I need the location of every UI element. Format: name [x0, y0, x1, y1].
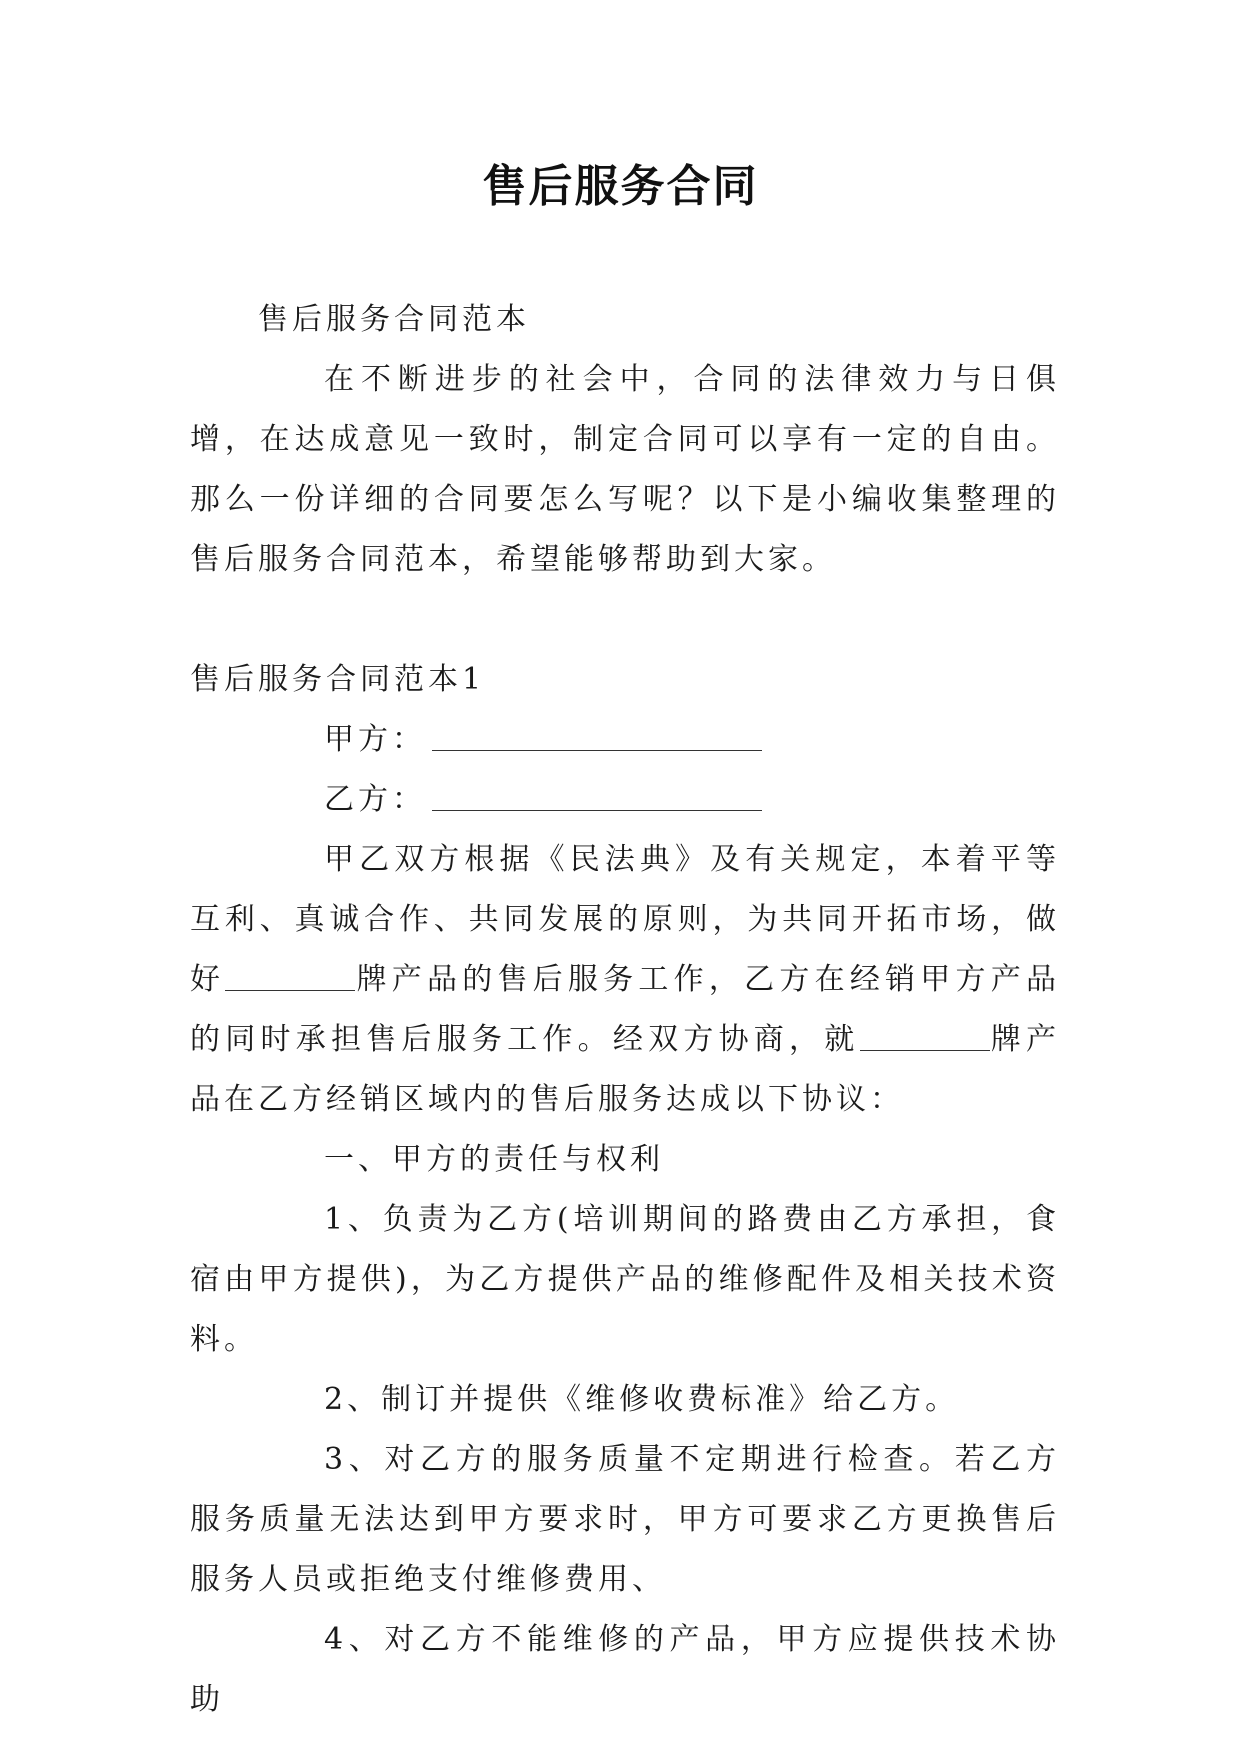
preamble-text-3: 牌产品在乙方经销区域内的售后服务达成以下协议：: [190, 1022, 1061, 1117]
section-title: 售后服务合同范本1: [190, 662, 486, 697]
party-b-blank: [432, 780, 762, 811]
paragraph-gap: [190, 590, 1060, 650]
preamble-text-2: 牌产品的售后服务工作，乙方在经销甲方产品的同时承担售后服务工作。经双方协商，就: [190, 962, 1061, 1057]
party-a-blank: [432, 720, 762, 751]
brand-blank-1: [225, 960, 355, 991]
intro-paragraph: 在不断进步的社会中，合同的法律效力与日俱增，在达成意见一致时，制定合同可以享有一定的自由。那么一份详细的合同要怎么写呢？以下是小编收集整理的售后服务合同范本，希望能够帮助到大家。: [190, 362, 1060, 577]
party-a-line: [190, 710, 1060, 770]
clause-item: 4、对乙方不能维修的产品，甲方应提供技术协助: [190, 1622, 1060, 1717]
preamble-paragraph: [190, 830, 1060, 1130]
clause-item: 1、负责为乙方(培训期间的路费由乙方承担，食宿由甲方提供)，为乙方提供产品的维修配件及相关技术资料。: [190, 1202, 1060, 1357]
preamble-text-1: 甲乙双方根据《民法典》及有关规定，本着平等互利、真诚合作、共同发展的原则，为共同开拓市场，做好: [190, 842, 1060, 997]
clause-heading: 一、甲方的责任与权利: [324, 1142, 664, 1177]
subtitle: 售后服务合同范本: [258, 302, 530, 337]
clause-item: 3、对乙方的服务质量不定期进行检查。若乙方服务质量无法达到甲方要求时，甲方可要求乙方更换售后服务人员或拒绝支付维修费用、: [190, 1442, 1060, 1597]
party-b-line: [190, 770, 1060, 830]
brand-blank-2: [860, 1020, 990, 1051]
document-title: 售后服务合同: [482, 161, 759, 212]
party-b-label: 乙方：: [324, 782, 426, 817]
party-a-label: 甲方：: [324, 722, 426, 757]
clause-item: 2、制订并提供《维修收费标准》给乙方。: [324, 1382, 960, 1417]
document-body: [190, 290, 1060, 1730]
